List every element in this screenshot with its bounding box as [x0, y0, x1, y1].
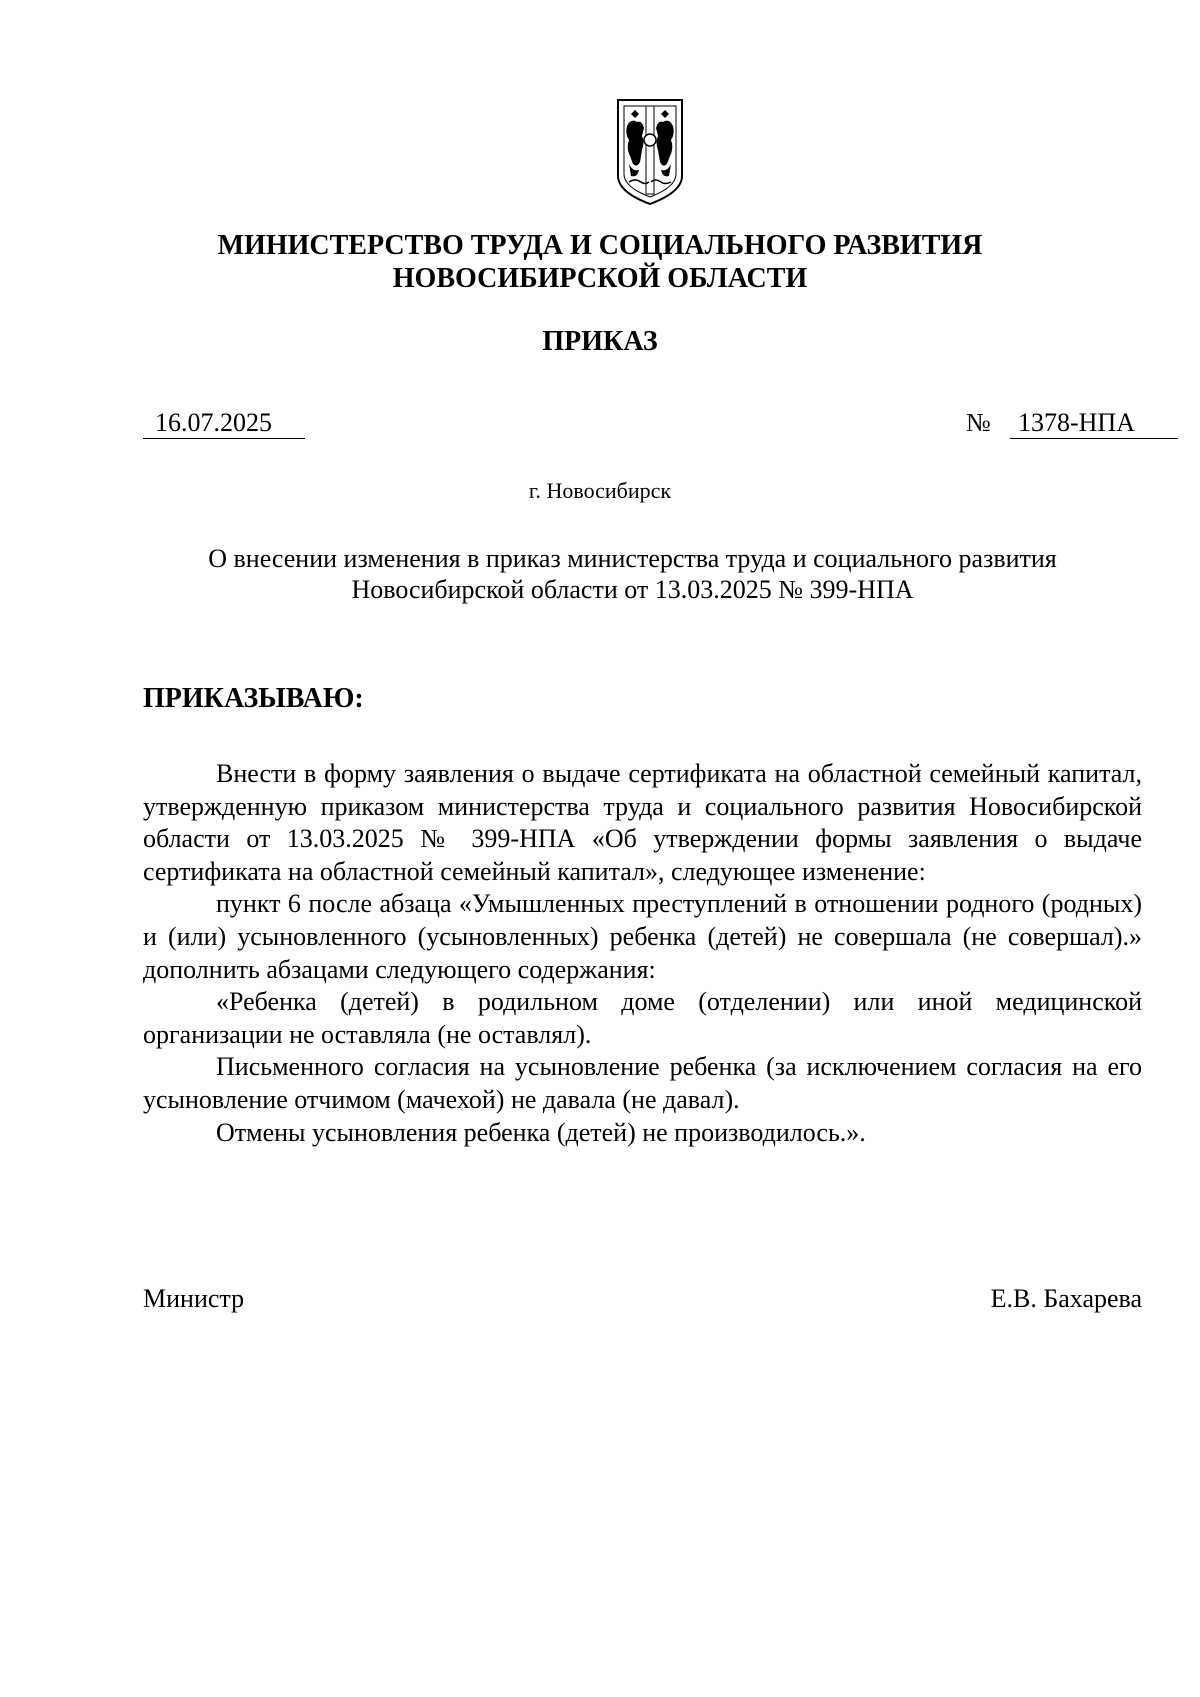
body-paragraph: Письменного согласия на усыновление ребенка (за исключением согласия на его усыновление отчимом (мачехой) не давала (не давал).: [143, 1052, 1142, 1114]
number-sign: №: [966, 408, 991, 437]
document-title-line-1: О внесении изменения в приказ министерства труда и социального развития: [208, 544, 1057, 573]
signer-name: Е.В. Бахарева: [990, 1284, 1142, 1313]
city-name: г. Новосибирск: [528, 478, 672, 503]
document-title: [140, 543, 1125, 605]
document-type: ПРИКАЗ: [542, 326, 658, 357]
document-number: 1378-НПА: [1010, 408, 1178, 439]
body-paragraph: «Ребенка (детей) в родильном доме (отделении) или иной медицинской организации не оставляла (не оставлял).: [143, 987, 1142, 1049]
order-heading: ПРИКАЗЫВАЮ:: [143, 683, 364, 714]
body-paragraph: Внести в форму заявления о выдаче сертификата на областной семейный капитал, утвержденную приказом министерства труда и социального развития Новосибирской области от 13.03.2025 № 399-НПА «Об утверждении формы заявления о выдаче сертификата на областной семейный капитал», следующее изменение:: [143, 759, 1142, 886]
novosibirsk-coat-of-arms-icon: [615, 98, 685, 208]
organization-name-line-2: НОВОСИБИРСКОЙ ОБЛАСТИ: [392, 263, 808, 294]
body-paragraph: Отмены усыновления ребенка (детей) не производилось.».: [216, 1117, 866, 1147]
organization-name-line-1: МИНИСТЕРСТВО ТРУДА И СОЦИАЛЬНОГО РАЗВИТИЯ: [217, 230, 983, 261]
body-paragraph: пункт 6 после абзаца «Умышленных преступлений в отношении родного (родных) и (или) усыновленного (усыновленных) ребенка (детей) не совершала (не совершал).» дополнить абзацами следующего содержания:: [143, 889, 1142, 984]
signer-position: Министр: [143, 1284, 245, 1313]
document-body: [143, 758, 1142, 1149]
document-title-line-2: Новосибирской области от 13.03.2025 № 399-НПА: [351, 575, 914, 604]
document-date: 16.07.2025: [143, 408, 305, 439]
